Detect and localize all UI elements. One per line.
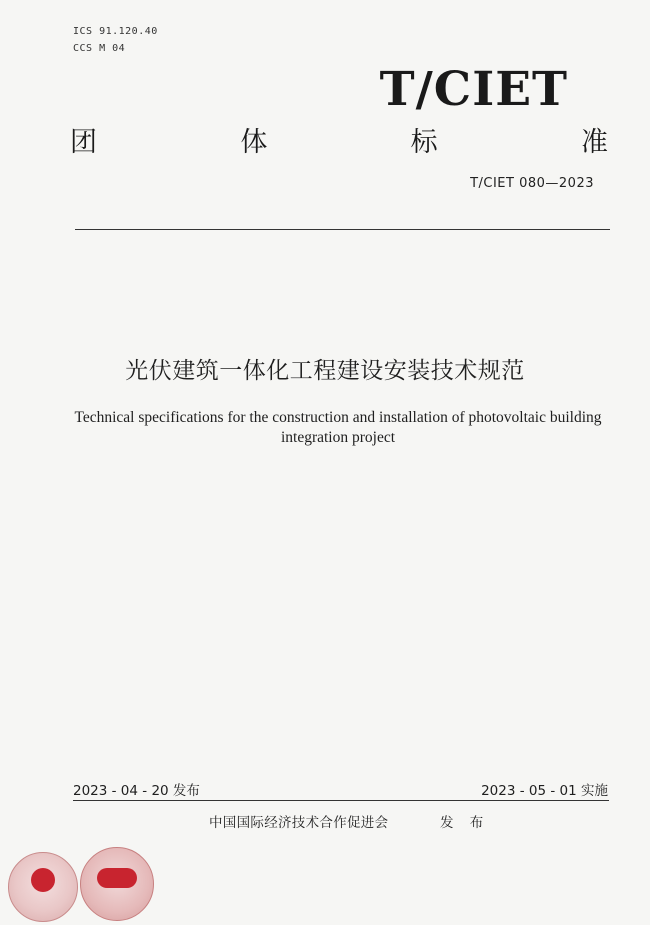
- issue-date: 2023 - 04 - 20 发布: [73, 783, 200, 799]
- publish-label: 发 布: [440, 815, 490, 831]
- gbw-seal-icon: [80, 847, 154, 921]
- effective-date: 2023 - 05 - 01 实施: [481, 783, 608, 799]
- standard-brand: T/CIET: [379, 62, 568, 117]
- title-english: [0, 408, 650, 448]
- capc-seal-icon: [8, 852, 78, 922]
- ics-code: ICS 91.120.40: [73, 26, 158, 37]
- standard-type-char: 准: [580, 127, 608, 158]
- standard-type-char: 体: [240, 127, 268, 158]
- footer-divider: [73, 800, 609, 801]
- standard-type-char: 团: [70, 127, 97, 158]
- standard-code: T/CIET 080—2023: [470, 176, 594, 191]
- title-english-line: integration project: [280, 429, 396, 446]
- header-divider: [75, 229, 610, 230]
- standard-type: [70, 120, 608, 159]
- publisher-name: 中国国际经济技术合作促进会: [209, 815, 389, 831]
- title-english-line: Technical specifications for the construction and installation of photovoltaic building: [74, 409, 602, 426]
- ccs-code: CCS M 04: [73, 43, 126, 54]
- gbw-seal-core: [97, 868, 137, 888]
- title-chinese: 光伏建筑一体化工程建设安装技术规范: [125, 358, 525, 384]
- capc-seal-core: [31, 868, 55, 892]
- standard-type-char: 标: [410, 127, 438, 158]
